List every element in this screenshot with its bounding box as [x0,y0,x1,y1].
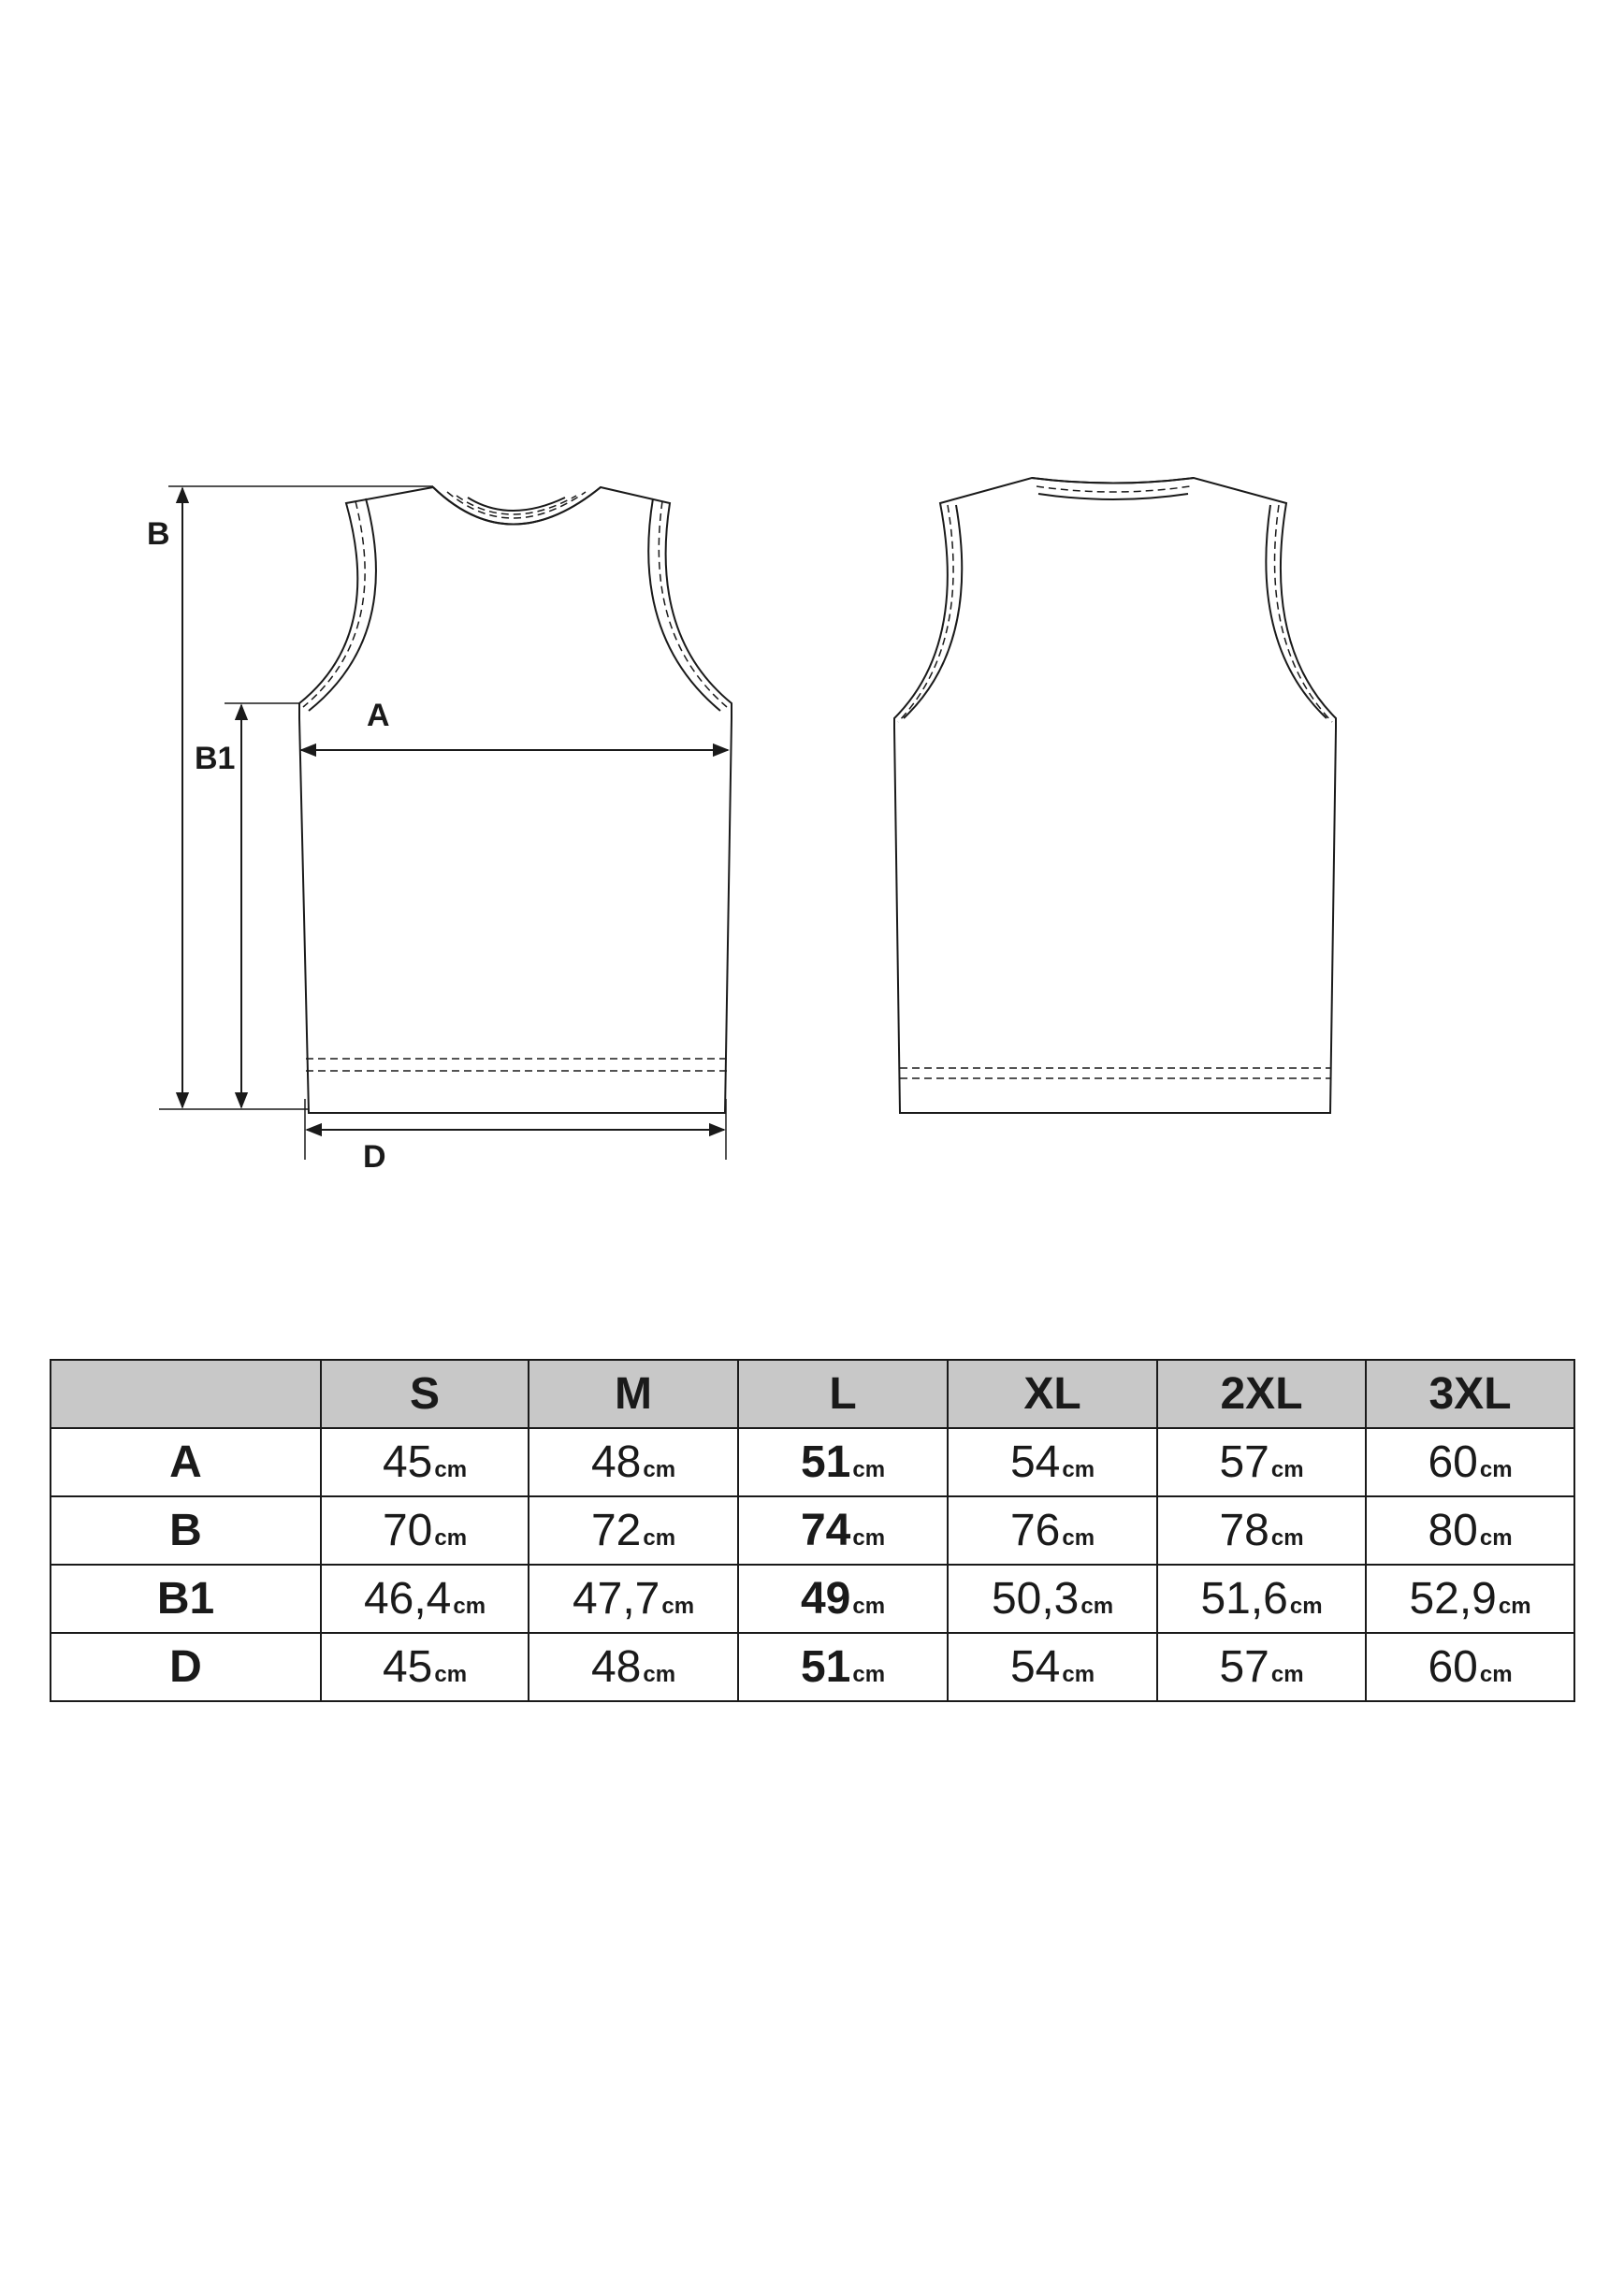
measurement-unit: cm [434,1662,468,1687]
measurement-cell [529,1565,738,1633]
size-header-row [51,1360,1574,1428]
back-view-garment [894,478,1336,1113]
measurement-unit: cm [643,1662,676,1687]
measurement-unit: cm [434,1457,468,1482]
measurement-unit: cm [852,1594,886,1619]
measurement-cell [948,1428,1157,1496]
measurement-cell [1366,1565,1574,1633]
measurement-cell [529,1428,738,1496]
measurement-value: 45 [382,1642,433,1692]
measurement-unit: cm [661,1594,695,1619]
size-table [50,1359,1575,1702]
size-header-2xl: 2XL [1157,1360,1366,1428]
measurement-value: 50,3 [991,1574,1080,1624]
measurement-unit: cm [852,1662,886,1687]
measurement-cell [529,1496,738,1565]
measurement-cell [321,1496,529,1565]
measurement-value: 80 [1428,1506,1478,1555]
size-header-xl: XL [948,1360,1157,1428]
measurement-value: 78 [1219,1506,1269,1555]
size-header-s: S [321,1360,529,1428]
measurement-unit: cm [1270,1457,1304,1482]
measurement-value: 45 [382,1437,433,1487]
dimension-b-label: B [147,516,170,552]
measurement-value: 48 [590,1437,642,1487]
measurement-value: 60 [1428,1437,1478,1487]
measurement-value: 57 [1219,1437,1269,1487]
row-label: B [51,1496,321,1565]
measurement-cell [321,1565,529,1633]
measurement-value: 51,6 [1200,1574,1288,1624]
measurement-cell [1157,1565,1366,1633]
measurement-value: 54 [1009,1437,1061,1487]
measurement-value: 54 [1009,1642,1061,1692]
measurement-unit: cm [1270,1525,1304,1551]
row-label: A [51,1428,321,1496]
measurement-unit: cm [1479,1662,1513,1687]
measurement-unit: cm [1062,1457,1095,1482]
measurement-cell [1366,1496,1574,1565]
measurement-value: 48 [590,1642,642,1692]
front-view-garment [299,487,732,1113]
size-header-m: M [529,1360,738,1428]
measurement-unit: cm [434,1525,468,1551]
measurement-cell [1366,1633,1574,1701]
measurement-unit: cm [1479,1525,1513,1551]
measurement-unit: cm [643,1525,676,1551]
measurement-value: 47,7 [572,1574,660,1624]
measurement-cell [1366,1428,1574,1496]
measurement-value: 70 [382,1506,433,1555]
measurement-row-a [51,1428,1574,1496]
measurement-cell [738,1565,948,1633]
measurement-cell [529,1633,738,1701]
measurement-value: 49 [800,1574,851,1624]
measurement-value: 76 [1009,1506,1061,1555]
measurement-cell [1157,1633,1366,1701]
measurement-value: 74 [800,1506,851,1555]
row-label: B1 [51,1565,321,1633]
measurement-value: 52,9 [1409,1574,1497,1624]
row-label: D [51,1633,321,1701]
measurement-unit: cm [852,1525,886,1551]
measurement-cell [948,1496,1157,1565]
measurement-row-b [51,1496,1574,1565]
measurement-unit: cm [1498,1594,1531,1619]
measurement-value: 51 [800,1642,851,1692]
measurement-value: 46,4 [363,1574,452,1624]
measurement-cell [738,1496,948,1565]
measurement-unit: cm [1479,1457,1513,1482]
measurement-unit: cm [1270,1662,1304,1687]
measurement-cell [948,1633,1157,1701]
measurement-row-d [51,1633,1574,1701]
dimension-b1-label: B1 [195,741,236,776]
measurement-unit: cm [1289,1594,1323,1619]
measurement-cell [948,1565,1157,1633]
measurement-value: 60 [1428,1642,1478,1692]
dimension-a-label: A [367,698,390,733]
measurement-unit: cm [453,1594,486,1619]
measurement-unit: cm [1062,1525,1095,1551]
measurement-value: 51 [800,1437,851,1487]
measurement-cell [321,1428,529,1496]
measurement-cell [738,1633,948,1701]
measurement-unit: cm [1062,1662,1095,1687]
measurement-cell [321,1633,529,1701]
measurement-unit: cm [1080,1594,1114,1619]
size-header-l: L [738,1360,948,1428]
measurement-row-b1 [51,1565,1574,1633]
measurement-value: 72 [590,1506,642,1555]
measurement-cell [1157,1428,1366,1496]
measurement-unit: cm [852,1457,886,1482]
size-header-3xl: 3XL [1366,1360,1574,1428]
measurement-value: 57 [1219,1642,1269,1692]
measurement-cell [738,1428,948,1496]
header-empty-cell [51,1360,321,1428]
measurement-cell [1157,1496,1366,1565]
dimension-d-label: D [363,1139,386,1175]
measurement-unit: cm [643,1457,676,1482]
